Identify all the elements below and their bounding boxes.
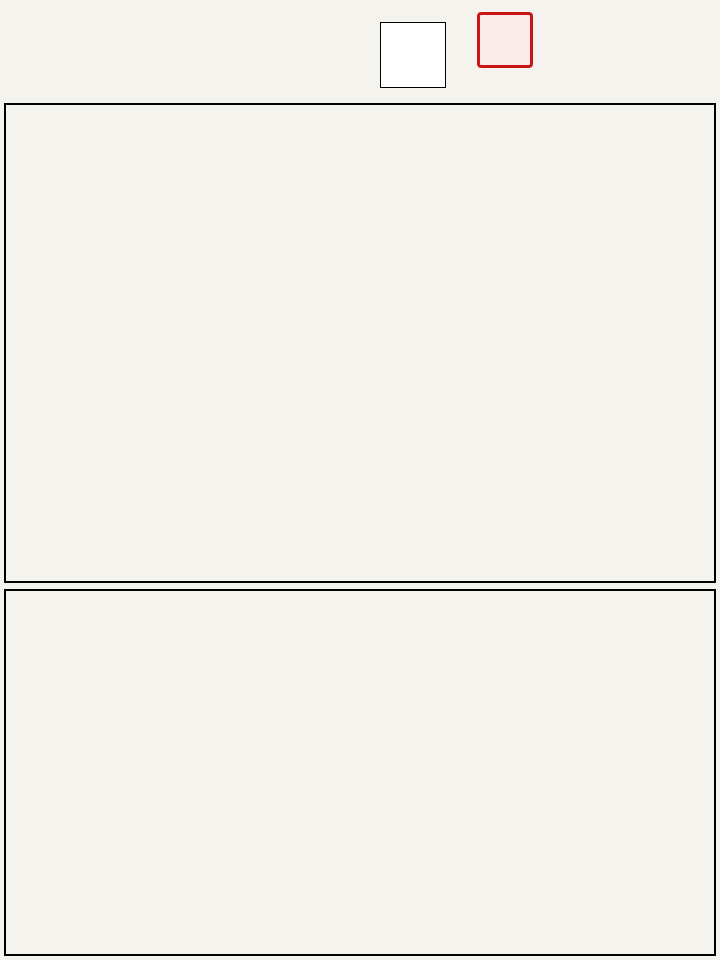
annual-luck-grid bbox=[4, 589, 716, 956]
chart-top bbox=[4, 103, 716, 583]
seal-logo bbox=[477, 12, 533, 68]
qr-code-icon[interactable] bbox=[380, 22, 446, 88]
